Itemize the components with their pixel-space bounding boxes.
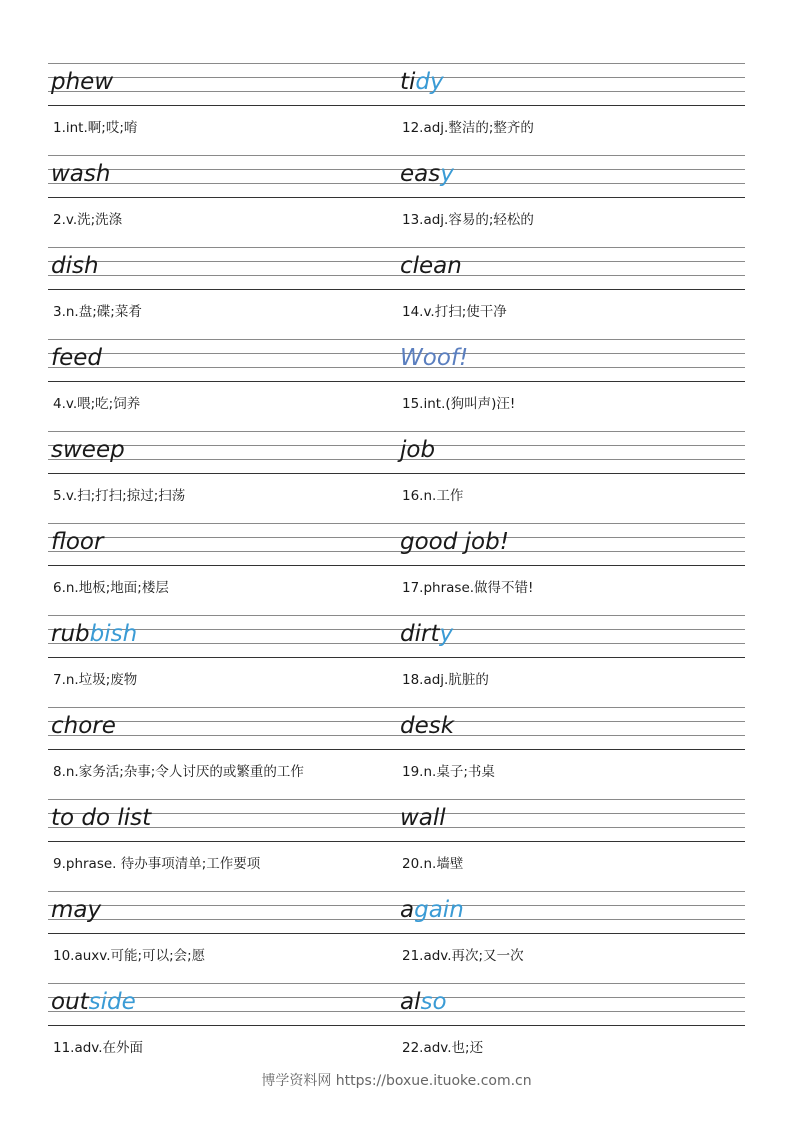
word-segment: out: [51, 989, 89, 1015]
vocab-meaning: 19.n.桌子;书桌: [402, 764, 495, 780]
vocab-row: [48, 523, 745, 615]
vocab-entry-left: [48, 799, 388, 891]
word-segment: dirt: [400, 621, 440, 647]
vocab-word: [51, 987, 136, 1017]
word-segment: y: [439, 621, 454, 647]
word-segment: ti: [400, 69, 416, 95]
vocab-word: [51, 803, 151, 833]
vocab-entry-left: [48, 155, 388, 247]
vocab-entry-right: [397, 707, 737, 799]
word-segment: so: [420, 989, 447, 1015]
vocab-word: [51, 67, 113, 97]
vocab-word: [51, 435, 125, 465]
vocab-meaning: 11.adv.在外面: [53, 1040, 144, 1056]
vocab-entry-right: [397, 63, 737, 155]
vocab-entry-left: [48, 523, 388, 615]
vocab-entry-right: [397, 615, 737, 707]
word-segment: phew: [51, 69, 114, 95]
vocab-entry-left: [48, 615, 388, 707]
vocab-row: [48, 707, 745, 799]
vocab-entry-left: [48, 431, 388, 523]
vocab-word: [51, 619, 137, 649]
vocab-meaning: 20.n.墙壁: [402, 856, 464, 872]
footer-watermark: 博学资料网 https://boxue.ituoke.com.cn: [261, 1073, 532, 1089]
vocab-word: [400, 343, 468, 373]
word-segment: rub: [51, 621, 90, 647]
word-segment: dish: [51, 253, 99, 279]
vocab-meaning: 3.n.盘;碟;菜肴: [53, 304, 142, 320]
vocab-word: [400, 67, 444, 97]
vocab-row: [48, 431, 745, 523]
word-segment: wall: [400, 805, 446, 831]
word-segment: side: [88, 989, 136, 1015]
word-segment: Woof!: [400, 345, 469, 371]
vocab-word: [51, 895, 101, 925]
vocab-meaning: 8.n.家务活;杂事;令人讨厌的或繁重的工作: [53, 764, 304, 780]
vocab-entry-right: [397, 339, 737, 431]
vocab-word: [400, 251, 462, 281]
vocab-word: [51, 711, 116, 741]
word-segment: wash: [51, 161, 111, 187]
vocab-meaning: 6.n.地板;地面;楼层: [53, 580, 169, 596]
vocab-meaning: 4.v.喂;吃;饲养: [53, 396, 141, 412]
word-segment: to do list: [51, 805, 152, 831]
vocab-entry-right: [397, 247, 737, 339]
vocab-entry-right: [397, 983, 737, 1075]
vocab-entry-left: [48, 983, 388, 1075]
vocab-entry-left: [48, 707, 388, 799]
vocab-entry-right: [397, 155, 737, 247]
vocab-word: [400, 895, 464, 925]
word-segment: gain: [414, 897, 464, 923]
vocab-entry-right: [397, 523, 737, 615]
word-segment: sweep: [51, 437, 125, 463]
vocab-entry-left: [48, 63, 388, 155]
vocab-word: [400, 803, 446, 833]
vocab-meaning: 7.n.垃圾;废物: [53, 672, 138, 688]
vocab-row: [48, 63, 745, 155]
vocab-meaning: 22.adv.也;还: [402, 1040, 484, 1056]
vocab-entry-right: [397, 431, 737, 523]
vocab-meaning: 12.adj.整洁的;整齐的: [402, 120, 534, 136]
vocab-meaning: 10.auxv.可能;可以;会;愿: [53, 948, 206, 964]
vocab-word: [400, 619, 453, 649]
word-segment: may: [51, 897, 102, 923]
vocab-word: [51, 527, 103, 557]
vocab-meaning: 2.v.洗;洗涤: [53, 212, 123, 228]
vocab-meaning: 9.phrase. 待办事项清单;工作要项: [53, 856, 261, 872]
vocab-word: [51, 343, 102, 373]
word-segment: al: [400, 989, 421, 1015]
vocab-word: [400, 435, 435, 465]
vocab-meaning: 18.adj.肮脏的: [402, 672, 489, 688]
word-segment: dy: [415, 69, 444, 95]
vocab-word: [51, 251, 99, 281]
word-segment: desk: [400, 713, 455, 739]
vocab-word: [400, 711, 454, 741]
word-segment: clean: [400, 253, 462, 279]
vocab-row: [48, 339, 745, 431]
word-segment: chore: [51, 713, 116, 739]
vocab-word: [400, 987, 447, 1017]
vocab-word: [400, 527, 509, 557]
vocab-row: [48, 983, 745, 1075]
vocab-meaning: 21.adv.再次;又一次: [402, 948, 524, 964]
vocab-meaning: 1.int.啊;哎;唷: [53, 120, 138, 136]
vocab-entry-right: [397, 891, 737, 983]
vocab-row: [48, 155, 745, 247]
vocab-entry-right: [397, 799, 737, 891]
word-segment: floor: [51, 529, 104, 555]
vocab-meaning: 14.v.打扫;使干净: [402, 304, 507, 320]
vocab-row: [48, 891, 745, 983]
vocab-entry-left: [48, 247, 388, 339]
vocab-meaning: 17.phrase.做得不错!: [402, 580, 534, 596]
word-segment: job: [400, 437, 436, 463]
vocab-entry-left: [48, 891, 388, 983]
word-segment: y: [440, 161, 454, 187]
word-segment: eas: [400, 161, 441, 187]
vocab-meaning: 13.adj.容易的;轻松的: [402, 212, 534, 228]
vocab-word: [400, 159, 454, 189]
word-segment: good job!: [400, 529, 509, 555]
word-segment: feed: [51, 345, 102, 371]
vocab-meaning: 15.int.(狗叫声)汪!: [402, 396, 516, 412]
vocab-word: [51, 159, 110, 189]
vocab-row: [48, 615, 745, 707]
vocab-meaning: 16.n.工作: [402, 488, 464, 504]
vocab-meaning: 5.v.扫;打扫;掠过;扫荡: [53, 488, 186, 504]
word-segment: a: [400, 897, 415, 923]
vocab-entry-left: [48, 339, 388, 431]
vocab-row: [48, 247, 745, 339]
vocab-row: [48, 799, 745, 891]
word-segment: bish: [89, 621, 138, 647]
